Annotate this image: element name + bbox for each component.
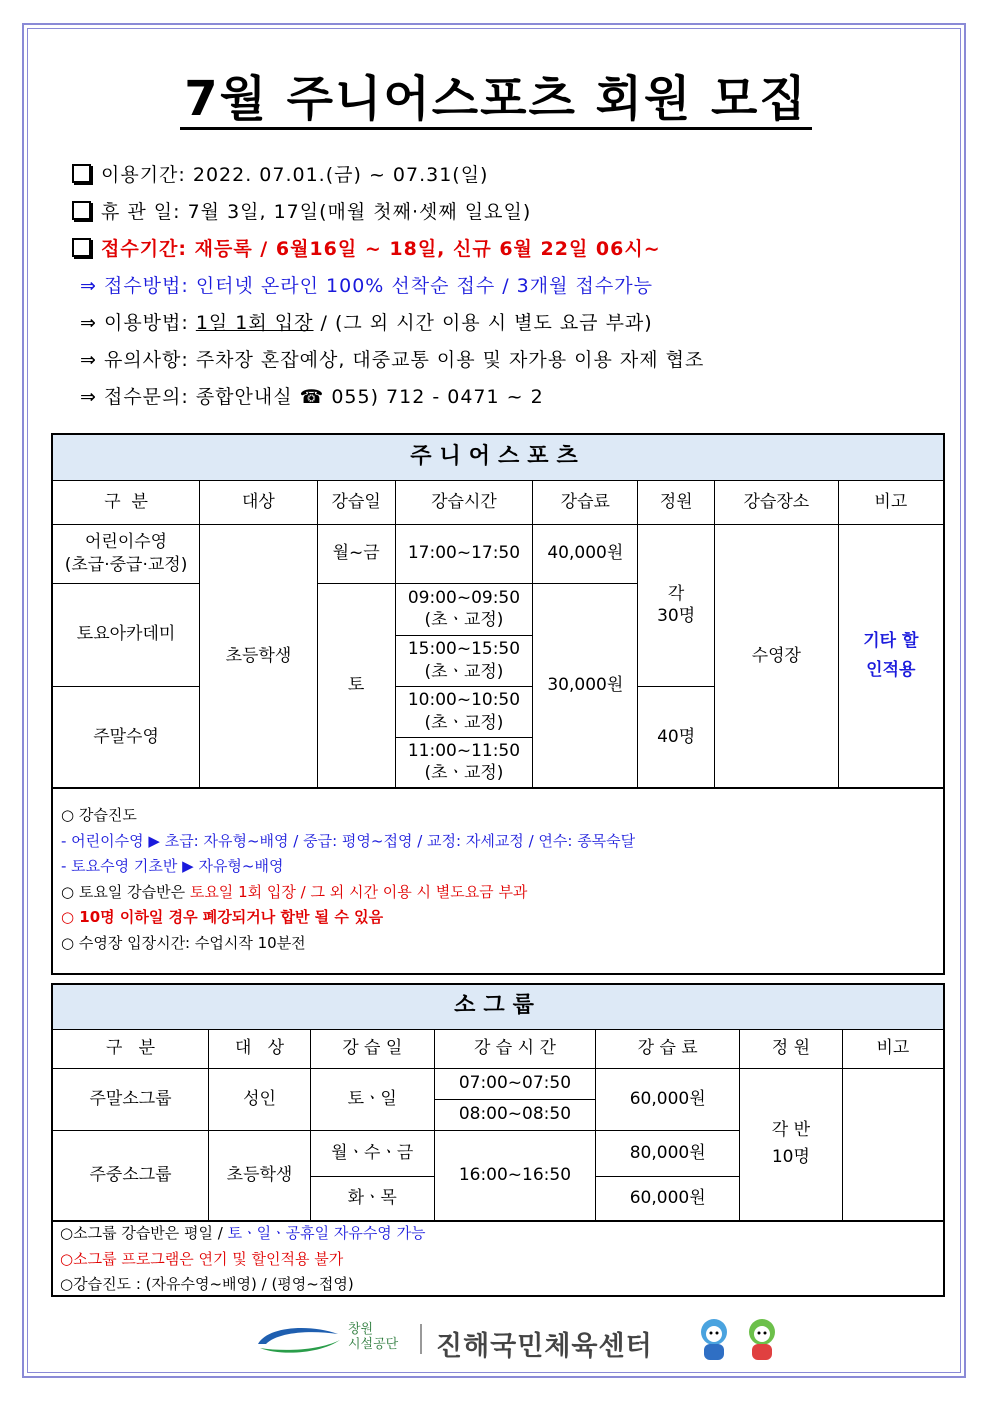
sg-weekday-day2: 화ㆍ목	[310, 1176, 434, 1221]
org-logo-icon	[250, 1322, 345, 1358]
junior-notes	[61, 803, 635, 956]
footer	[250, 1318, 810, 1362]
small-group-table	[51, 983, 945, 1222]
note-progress: ○ 강습진도	[61, 806, 137, 824]
note-kids-progress: - 어린이수영 ▶ 초급: 자유형~배영 / 중급: 평영~접영 / 교정: 자세교정 / 연수: 종목숙달	[61, 831, 636, 850]
col-day: 강습일	[317, 480, 395, 524]
row-kids-time: 17:00~17:50	[395, 524, 533, 583]
sg-col-time: 강 습 시 간	[434, 1029, 596, 1068]
info-inquiry: ⇒ 접수문의: 종합안내실 ☎ 055) 712 - 0471 ~ 2	[80, 386, 544, 408]
sg-weekday-fee2: 60,000원	[596, 1176, 740, 1221]
checkbox-icon	[72, 201, 91, 220]
sg-col-fee: 강 습 료	[596, 1029, 740, 1068]
sg-col-target: 대 상	[209, 1029, 311, 1068]
sg-note-progress: ○강습진도 : (자유수영~배영) / (평영~접영)	[60, 1275, 354, 1293]
sg-col-category: 구 분	[52, 1029, 209, 1068]
cap-each-30: 각 30명	[638, 524, 715, 686]
row-kids-name: 어린이수영 (초급·중급·교정)	[52, 524, 200, 583]
sg-note	[842, 1068, 944, 1221]
checkbox-icon	[72, 238, 91, 257]
info-period: 이용기간: 2022. 07.01.(금) ~ 07.31(일)	[72, 160, 488, 187]
sg-note-weekday: ○소그룹 강습반은 평일 / 토ㆍ일ㆍ공휴일 자유수영 가능	[60, 1224, 426, 1242]
sg-weekend-time2: 08:00~08:50	[434, 1099, 596, 1130]
page-title: 7월 주니어스포츠 회원 모집	[0, 70, 992, 128]
row-weekend-time1: 10:00~10:50 (초ㆍ교정)	[395, 686, 533, 737]
info-reception: 접수기간: 재등록 / 6월16일 ~ 18일, 신규 6월 22일 06시~	[72, 234, 661, 261]
sg-col-note: 비고	[842, 1029, 944, 1068]
col-fee: 강습료	[533, 480, 638, 524]
checkbox-icon	[72, 164, 91, 183]
col-place: 강습장소	[715, 480, 839, 524]
sg-weekday-day1: 월ㆍ수ㆍ금	[310, 1130, 434, 1176]
sg-weekday-time: 16:00~16:50	[434, 1130, 596, 1221]
sg-weekend-target: 성인	[209, 1068, 311, 1130]
junior-table	[51, 433, 945, 789]
row-sat-fee: 30,000원	[533, 583, 638, 788]
note-min-participants: ○ 10명 이하일 경우 폐강되거나 합반 될 수 있음	[61, 908, 384, 926]
sg-weekend-time1: 07:00~07:50	[434, 1068, 596, 1099]
sg-weekday-target: 초등학생	[209, 1130, 311, 1221]
sg-weekend-day: 토ㆍ일	[310, 1068, 434, 1130]
row-sat-academy-time2: 15:00~15:50 (초ㆍ교정)	[395, 635, 533, 686]
col-target: 대상	[200, 480, 318, 524]
junior-note: 기타 할인적용	[838, 524, 944, 788]
junior-header: 주니어스포츠	[52, 434, 944, 480]
cap-40: 40명	[638, 686, 715, 788]
sg-col-capacity: 정 원	[740, 1029, 843, 1068]
junior-target: 초등학생	[200, 524, 318, 788]
row-sat-academy-time1: 09:00~09:50 (초ㆍ교정)	[395, 583, 533, 635]
mascot-icon	[690, 1316, 790, 1364]
sg-weekend-fee: 60,000원	[596, 1068, 740, 1130]
col-time: 강습시간	[395, 480, 533, 524]
row-sat-academy-name: 토요아카데미	[52, 583, 200, 686]
center-name: 진해국민체육센터	[436, 1331, 653, 1362]
sg-col-day: 강 습 일	[310, 1029, 434, 1068]
info-caution: ⇒ 유의사항: 주차장 혼잡예상, 대중교통 이용 및 자가용 이용 자제 협조	[80, 349, 705, 371]
note-entry-time: ○ 수영장 입장시간: 수업시작 10분전	[61, 933, 306, 952]
sg-weekday-name: 주중소그룹	[52, 1130, 209, 1221]
small-notes	[60, 1221, 426, 1298]
sg-weekday-fee1: 80,000원	[596, 1130, 740, 1176]
sg-weekend-name: 주말소그룹	[52, 1068, 209, 1130]
row-sat-day: 토	[317, 583, 395, 788]
note-sat-progress: - 토요수영 기초반 ▶ 자유형~배영	[61, 857, 284, 875]
sg-note-no-discount: ○소그룹 프로그램은 연기 및 할인적용 불가	[60, 1249, 344, 1268]
sg-capacity: 각 반 10명	[740, 1068, 843, 1221]
row-kids-fee: 40,000원	[533, 524, 638, 583]
col-note: 비고	[838, 480, 944, 524]
col-category: 구 분	[52, 480, 200, 524]
org-name: 창원 시설공단	[348, 1322, 399, 1352]
footer-divider	[420, 1324, 422, 1354]
note-sat-entry: ○ 토요일 강습반은 토요일 1회 입장 / 그 외 시간 이용 시 별도요금 부과	[61, 882, 528, 901]
row-kids-day: 월~금	[317, 524, 395, 583]
row-weekend-name: 주말수영	[52, 686, 200, 788]
info-method: ⇒ 접수방법: 인터넷 온라인 100% 선착순 접수 / 3개월 접수가능	[80, 275, 653, 297]
small-header: 소그룹	[52, 984, 944, 1029]
junior-place: 수영장	[715, 524, 839, 788]
row-weekend-time2: 11:00~11:50 (초ㆍ교정)	[395, 737, 533, 788]
info-closed: 휴 관 일: 7월 3일, 17일(매월 첫째·셋째 일요일)	[72, 197, 531, 224]
info-usage: ⇒ 이용방법: 1일 1회 입장 / (그 외 시간 이용 시 별도 요금 부과)	[80, 312, 653, 334]
col-capacity: 정원	[638, 480, 715, 524]
